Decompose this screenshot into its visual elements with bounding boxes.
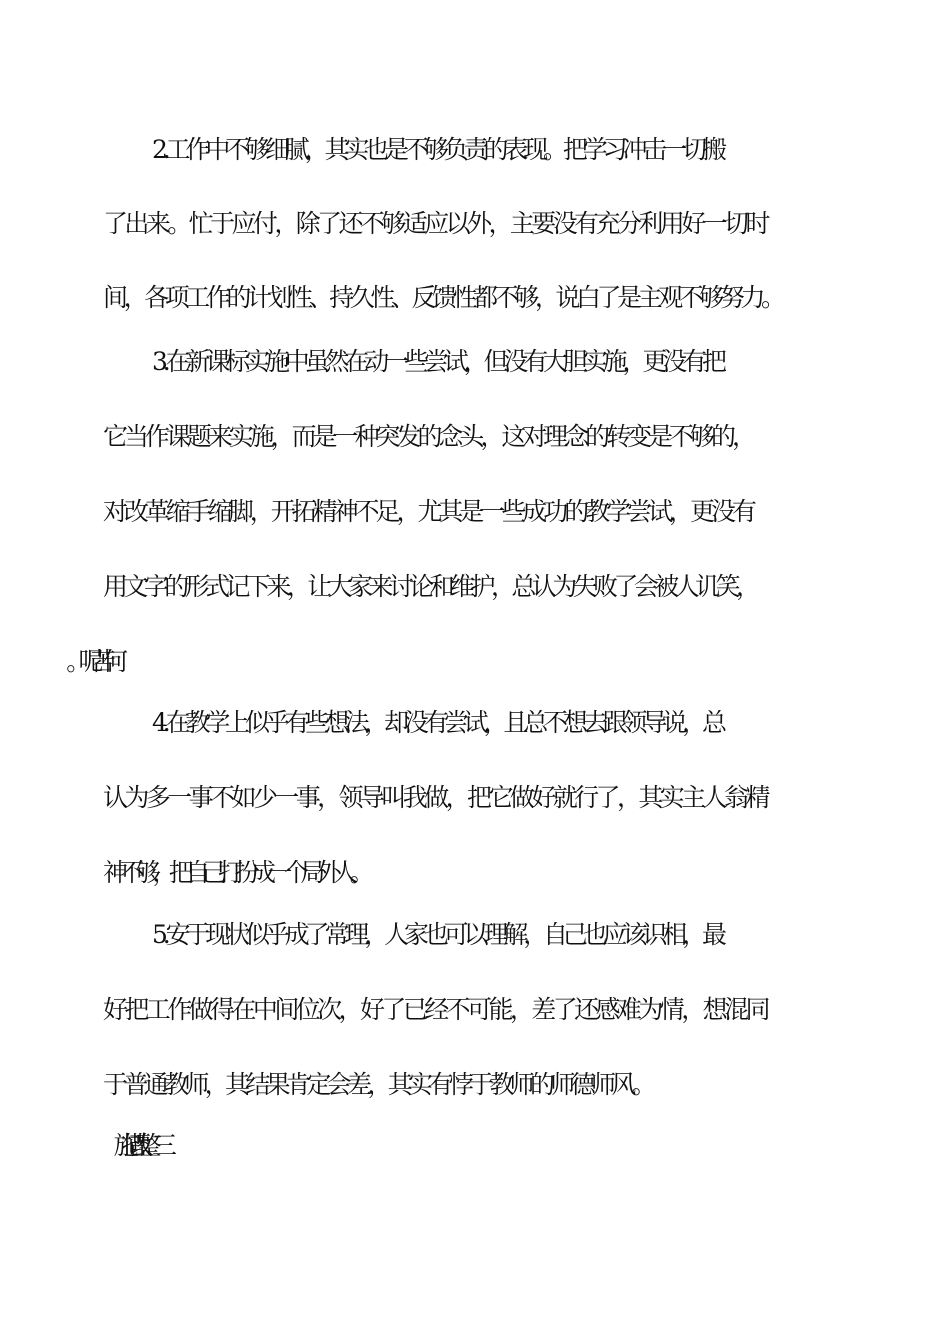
text-line: 好把工作做得在中间位次，好了已经不可能，差了还感难为情，想混同 xyxy=(103,995,767,1024)
text-line: 5.安于现状似乎成了常理，人家也可以理解，自己也应该识相，最 xyxy=(152,920,722,949)
text-line: 2.工作中不够细腻，其实也是不够负责的表现。把学习冲击一切搬 xyxy=(152,135,722,164)
text-line xyxy=(103,646,950,678)
text-line: 于普通教师，其结果肯定会差，其实有悖于教师的师德师风。 xyxy=(103,1070,653,1099)
text-line: 它当作课题来实施，而是一种突发的念头，这对理念的转变是不够的， xyxy=(103,422,753,451)
text-line: 对改革缩手缩脚，开拓精神不足，尤其是一些成功的教学尝试，更没有 xyxy=(103,497,753,526)
text-line: 认为多一事不如少一事，领导叫我做，把它做好就行了，其实主人翁精 xyxy=(103,783,767,812)
text-line: 了出来。忙于应付，除了还不够适应以外，主要没有充分利用好一切时 xyxy=(103,209,767,238)
text-line: 间，各项工作的计划性、持久性、反馈性都不够，说白了是主观不够努力。 xyxy=(103,283,782,312)
text-line: 用文字的形式记下来，让大家来讨论和维护，总认为失败了会被人讥笑， xyxy=(103,572,757,601)
text-line: 神不够，把自己打扮成一个局外人。 xyxy=(103,858,367,887)
text-line: 3.在新课标实施中虽然在动一些尝试，但没有大胆实施，更没有把 xyxy=(152,347,722,376)
text-line: 4.在教学上似乎有些想法，却没有尝试，且总不想去跟领导说，总 xyxy=(152,708,722,737)
section-heading xyxy=(152,1130,950,1162)
